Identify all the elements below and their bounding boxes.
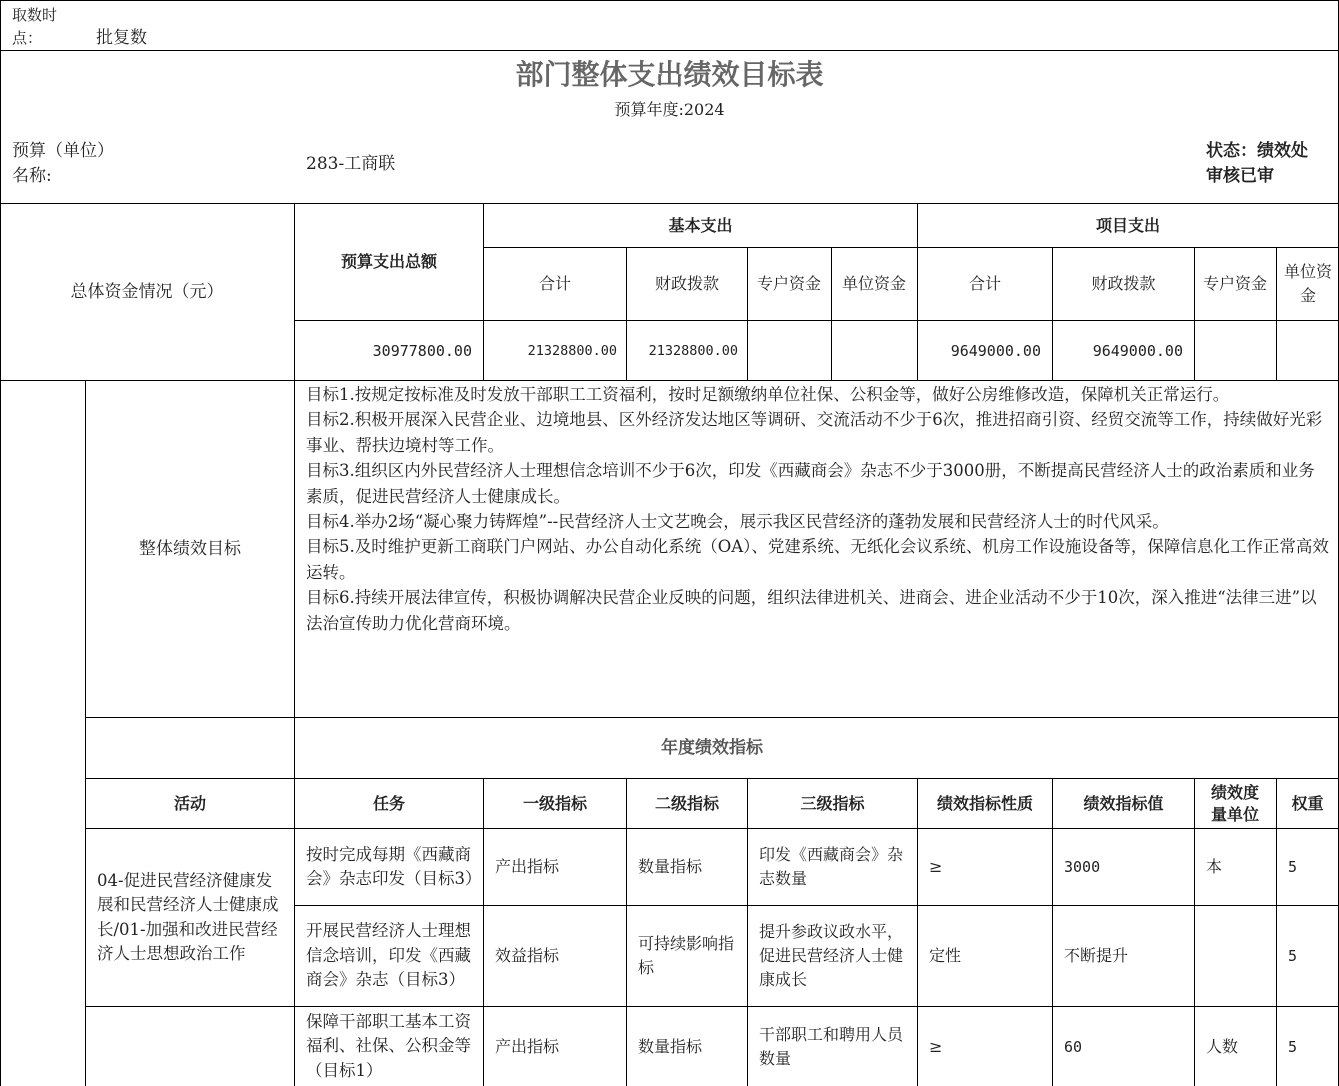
nature-cell: 定性 xyxy=(929,946,962,965)
basic-fiscal-value: 21328800.00 xyxy=(648,342,738,359)
unit-cell: 人数 xyxy=(1206,1036,1239,1056)
basic-total-value: 21328800.00 xyxy=(527,342,617,359)
task-cell: 保障干部职工基本工资福利、社保、公积金等（目标1） xyxy=(306,1011,471,1080)
weight-cell: 5 xyxy=(1288,947,1298,965)
basic-unit-value xyxy=(832,321,917,380)
nature-cell: ≥ xyxy=(929,1036,943,1056)
basic-col-special: 专户资金 xyxy=(756,274,821,293)
project-special-value xyxy=(1195,321,1276,380)
col-header-level1: 一级指标 xyxy=(522,793,587,813)
goal-item: 目标2.积极开展深入民营企业、边境地县、区外经济发达地区等调研、交流活动不少于6次，推进招商引资、经贸交流等工作，持续做好光彩事业、帮扶边境村等工作。 xyxy=(306,410,1323,455)
col-header-nature: 绩效指标性质 xyxy=(936,793,1033,813)
activity-cell: 04-促进民营经济健康发展和民营经济人士健康成长/01-加强和改进民营经济人士思想政治工作 xyxy=(97,870,279,963)
value-cell: 3000 xyxy=(1064,858,1101,876)
project-total-value: 9649000.00 xyxy=(950,341,1041,360)
overall-goals-text xyxy=(306,382,1330,636)
col-header-level3: 三级指标 xyxy=(800,793,865,813)
level1-cell: 产出指标 xyxy=(495,1036,560,1056)
fetch-time-value: 批复数 xyxy=(96,28,147,48)
goal-item: 目标5.及时维护更新工商联门户网站、办公自动化系统（OA）、党建系统、无纸化会议系统、机房工作设施设备等，保障信息化工作正常高效运转。 xyxy=(306,537,1329,582)
weight-cell: 5 xyxy=(1288,858,1298,876)
col-header-unit: 绩效度量单位 xyxy=(1210,782,1259,824)
weight-cell: 5 xyxy=(1288,1037,1298,1056)
unit-cell: 本 xyxy=(1206,857,1223,876)
nature-cell: ≥ xyxy=(929,857,943,876)
task-cell: 开展民营经济人士理想信念培训，印发《西藏商会》杂志（目标3） xyxy=(306,921,471,990)
fetch-time-label: 取数时点： xyxy=(12,6,58,47)
project-col-unit: 单位资金 xyxy=(1284,262,1333,305)
level3-cell: 印发《西藏商会》杂志数量 xyxy=(759,845,904,888)
page-title: 部门整体支出绩效目标表 xyxy=(515,58,824,91)
project-expense-header: 项目支出 xyxy=(1095,215,1160,235)
level2-cell: 数量指标 xyxy=(638,857,703,876)
project-fiscal-value: 9649000.00 xyxy=(1092,341,1183,360)
value-cell: 60 xyxy=(1064,1037,1083,1056)
unit-label: 预算（单位）名称: xyxy=(12,141,114,186)
col-header-task: 任务 xyxy=(372,793,405,813)
border-left xyxy=(0,0,1,1086)
unit-value: 283-工商联 xyxy=(306,154,396,174)
level2-cell: 数量指标 xyxy=(638,1036,703,1056)
goal-item: 目标3.组织区内外民营经济人士理想信念培训不少于6次，印发《西藏商会》杂志不少于3000册，不断提高民营经济人士的政治素质和业务素质，促进民营经济人士健康成长。 xyxy=(306,461,1315,506)
basic-expense-header: 基本支出 xyxy=(668,215,733,235)
total-budget-header: 预算支出总额 xyxy=(340,252,437,271)
border-line xyxy=(0,50,1339,51)
border-top xyxy=(0,0,1339,1)
funds-section-label: 总体资金情况（元） xyxy=(70,282,224,302)
goal-item: 目标6.持续开展法律宣传，积极协调解决民营企业反映的问题，组织法律进机关、进商会、进企业活动不少于10次，深入推进“法律三进”以法治宣传助力优化营商环境。 xyxy=(306,588,1317,633)
goal-item: 目标1.按规定按标准及时发放干部职工工资福利，按时足额缴纳单位社保、公积金等，做好公房维修改造，保障机关正常运行。 xyxy=(306,385,1230,404)
col-header-activity: 活动 xyxy=(173,793,206,813)
col-header-level2: 二级指标 xyxy=(654,793,719,813)
goal-item: 目标4.举办2场“凝心聚力铸辉煌”--民营经济人士文艺晚会，展示我区民营经济的蓬勃发展和民营经济人士的时代风采。 xyxy=(306,512,1169,532)
level2-cell: 可持续影响指标 xyxy=(638,934,735,977)
budget-year: 预算年度:2024 xyxy=(614,100,725,119)
level3-cell: 干部职工和聘用人员数量 xyxy=(759,1024,904,1068)
task-cell: 按时完成每期《西藏商会》杂志印发（目标3） xyxy=(306,844,482,888)
basic-special-value xyxy=(748,321,831,380)
annual-indicators-title: 年度绩效指标 xyxy=(661,738,763,758)
level1-cell: 效益指标 xyxy=(495,946,560,965)
unit-cell xyxy=(1195,906,1276,1006)
project-col-special: 专户资金 xyxy=(1202,274,1267,293)
project-col-total: 合计 xyxy=(968,274,1001,293)
level1-cell: 产出指标 xyxy=(495,857,560,876)
value-cell: 不断提升 xyxy=(1064,946,1129,965)
basic-col-unit: 单位资金 xyxy=(841,274,906,293)
project-col-fiscal: 财政拨款 xyxy=(1091,274,1156,293)
status-label: 状态：绩效处审核已审 xyxy=(1206,141,1308,186)
overall-goals-label: 整体绩效目标 xyxy=(139,539,241,559)
project-unit-value xyxy=(1277,321,1338,380)
basic-col-fiscal: 财政拨款 xyxy=(654,274,719,293)
basic-col-total: 合计 xyxy=(538,274,571,293)
col-header-weight: 权重 xyxy=(1291,793,1324,813)
level3-cell: 提升参政议政水平，促进民营经济人士健康成长 xyxy=(759,922,904,989)
total-budget-value: 30977800.00 xyxy=(372,341,472,360)
col-header-value: 绩效指标值 xyxy=(1083,793,1164,813)
